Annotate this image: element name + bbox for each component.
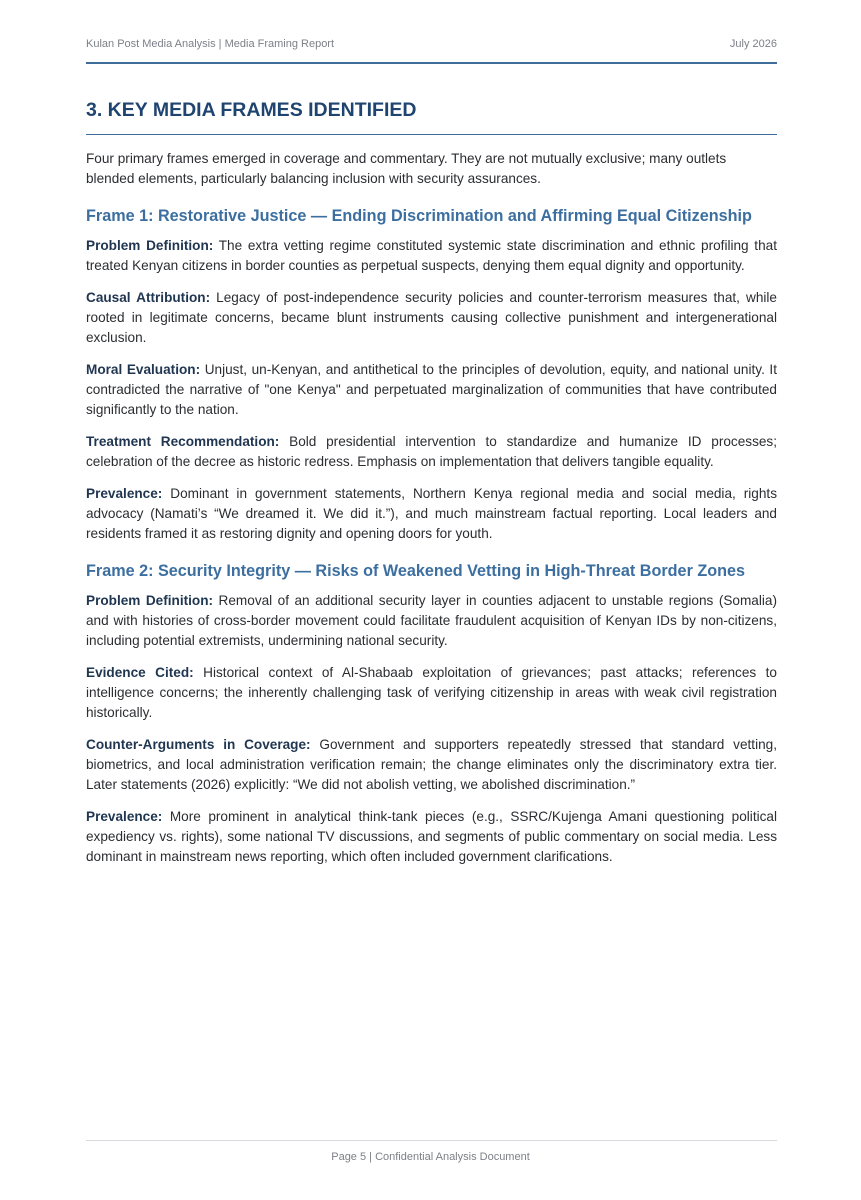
header-date: July 2026 <box>729 38 777 50</box>
paragraph-label: Prevalence: <box>86 809 163 824</box>
page-header <box>86 38 777 50</box>
header-report-title: Kulan Post Media Analysis | Media Framing Report <box>86 38 335 50</box>
frame-1-moral-evaluation <box>86 360 777 420</box>
frame-2-problem-definition <box>86 591 777 651</box>
frame-2-title: Frame 2: Security Integrity — Risks of Weakened Vetting in High-Threat Border Zones <box>86 562 746 580</box>
frame-1-causal-attribution <box>86 288 777 348</box>
frame-1-problem-definition <box>86 236 777 276</box>
frame-1-title: Frame 1: Restorative Justice — Ending Discrimination and Affirming Equal Citizenship <box>86 207 752 225</box>
paragraph-text: Removal of an additional security layer in counties adjacent to unstable regions (Somalia) and with histories of cross-border movement could facilitate fraudulent acquisition of Kenyan IDs by non-citizens, including potential extremists, undermining national security. <box>86 593 777 648</box>
page-footer: Page 5 | Confidential Analysis Document <box>331 1151 530 1163</box>
frame-1-prevalence <box>86 484 777 544</box>
paragraph-label: Causal Attribution: <box>86 290 211 305</box>
footer-divider <box>86 1140 777 1141</box>
section-divider <box>86 134 777 135</box>
paragraph-label: Evidence Cited: <box>86 665 194 680</box>
paragraph-text: Government and supporters repeatedly stressed that standard vetting, biometrics, and local administration verification remain; the change eliminates only the discriminatory extra tier. Later statements (2026) explicitly: “We did not abolish vetting, we abolished discrimination.” <box>86 737 777 792</box>
header-divider <box>86 62 777 64</box>
section-title: 3. KEY MEDIA FRAMES IDENTIFIED <box>86 99 417 121</box>
frame-2-evidence-cited <box>86 663 777 723</box>
paragraph-text: Unjust, un-Kenyan, and antithetical to the principles of devolution, equity, and national unity. It contradicted the narrative of "one Kenya" and perpetuated marginalization of communities that have contributed significantly to the nation. <box>86 362 777 417</box>
paragraph-text: Legacy of post-independence security policies and counter-terrorism measures that, while rooted in legitimate concerns, became blunt instruments causing collective punishment and intergenerational exclusion. <box>86 290 777 345</box>
paragraph-text: More prominent in analytical think-tank pieces (e.g., SSRC/Kujenga Amani questioning political expediency vs. rights), some national TV discussions, and segments of public commentary on social media. Less dominant in mainstream news reporting, which often included government clarifications. <box>86 809 777 864</box>
frame-1-treatment-recommendation <box>86 432 777 472</box>
paragraph-label: Problem Definition: <box>86 593 214 608</box>
paragraph-text: The extra vetting regime constituted systemic state discrimination and ethnic profiling that treated Kenyan citizens in border counties as perpetual suspects, denying them equal dignity and opportunity. <box>86 238 777 273</box>
paragraph-text: Historical context of Al-Shabaab exploitation of grievances; past attacks; references to intelligence concerns; the inherently challenging task of verifying citizenship in areas with weak civil registration historically. <box>86 665 777 720</box>
paragraph-text: Bold presidential intervention to standardize and humanize ID processes; celebration of the decree as historic redress. Emphasis on implementation that delivers tangible equality. <box>86 434 778 469</box>
frame-2-prevalence <box>86 807 777 867</box>
section-intro: Four primary frames emerged in coverage and commentary. They are not mutually exclusive; many outlets blended elements, particularly balancing inclusion with security assurances. <box>86 151 727 186</box>
main-content <box>86 96 777 867</box>
paragraph-label: Counter-Arguments in Coverage: <box>86 737 311 752</box>
paragraph-text: Dominant in government statements, Northern Kenya regional media and social media, rights advocacy (Namati’s “We dreamed it. We did it.”), and much mainstream factual reporting. Local leaders and residents framed it as restoring dignity and opening doors for youth. <box>86 486 777 541</box>
paragraph-label: Moral Evaluation: <box>86 362 201 377</box>
paragraph-label: Prevalence: <box>86 486 163 501</box>
paragraph-label: Problem Definition: <box>86 238 214 253</box>
paragraph-label: Treatment Recommendation: <box>86 434 280 449</box>
frame-2-counter-arguments <box>86 735 777 795</box>
